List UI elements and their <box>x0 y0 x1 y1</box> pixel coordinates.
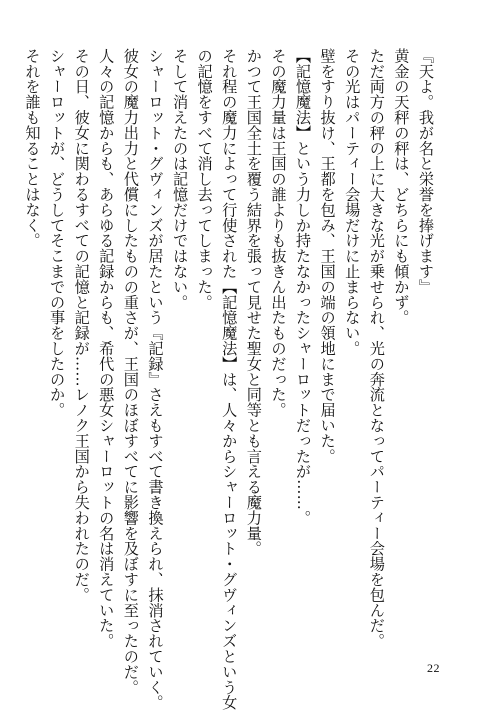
text-line: 【記憶魔法】という力しか持たなかったシャーロットだったが……。 <box>294 48 313 526</box>
text-line: の記憶をすべて消し去ってしまった。 <box>195 48 214 310</box>
text-line: それ程の魔力によって行使された【記憶魔法】は、人々からシャーロット・グヴィンズという女 <box>220 48 239 711</box>
text-line: 彼女の魔力出力と代償にしたものの重さが、王国のほぼすべてに影響を及ぼすに至ったのだ。 <box>121 48 140 695</box>
text-line: シャーロットが、どうしてそこまでの事をしたのか。 <box>48 48 67 418</box>
text-line: 『天よ。我が名と栄誉を捧げます』 <box>417 48 435 295</box>
text-line: 黄金の天秤の秤は、どちらにも傾かず。 <box>392 48 411 326</box>
text-line: それを誰も知ることはなく。 <box>23 48 42 249</box>
text-line: 人々の記憶からも、あらゆる記録からも、希代の悪女シャーロットの名は消えていた。 <box>97 48 116 649</box>
text-line: 壁をすり抜け、王都を包み、王国の端の領地にまで届いた。 <box>318 48 337 464</box>
text-line: その日、彼女に関わるすべての記憶と記録が……レノク王国から失われたのだ。 <box>72 48 91 603</box>
text-line: その光はパーティー会場だけに止まらない。 <box>343 48 362 356</box>
text-line: シャーロット・グヴィンズが居たという『記録』さえもすべて書き換えられ、抹消されていく。 <box>146 48 165 711</box>
text-line: ただ両方の秤の上に大きな光が乗せられ、光の奔流となってパーティー会場を包んだ。 <box>367 48 386 649</box>
text-line: かつて王国全土を覆う結界を張って見せた聖女と同等とも言える魔力量。 <box>244 48 263 557</box>
text-line: そして消えたのは記憶だけではない。 <box>171 48 190 310</box>
text-line: その魔力量は王国の誰よりも抜きん出たものだった。 <box>269 48 288 418</box>
page-number: 22 <box>427 661 440 675</box>
